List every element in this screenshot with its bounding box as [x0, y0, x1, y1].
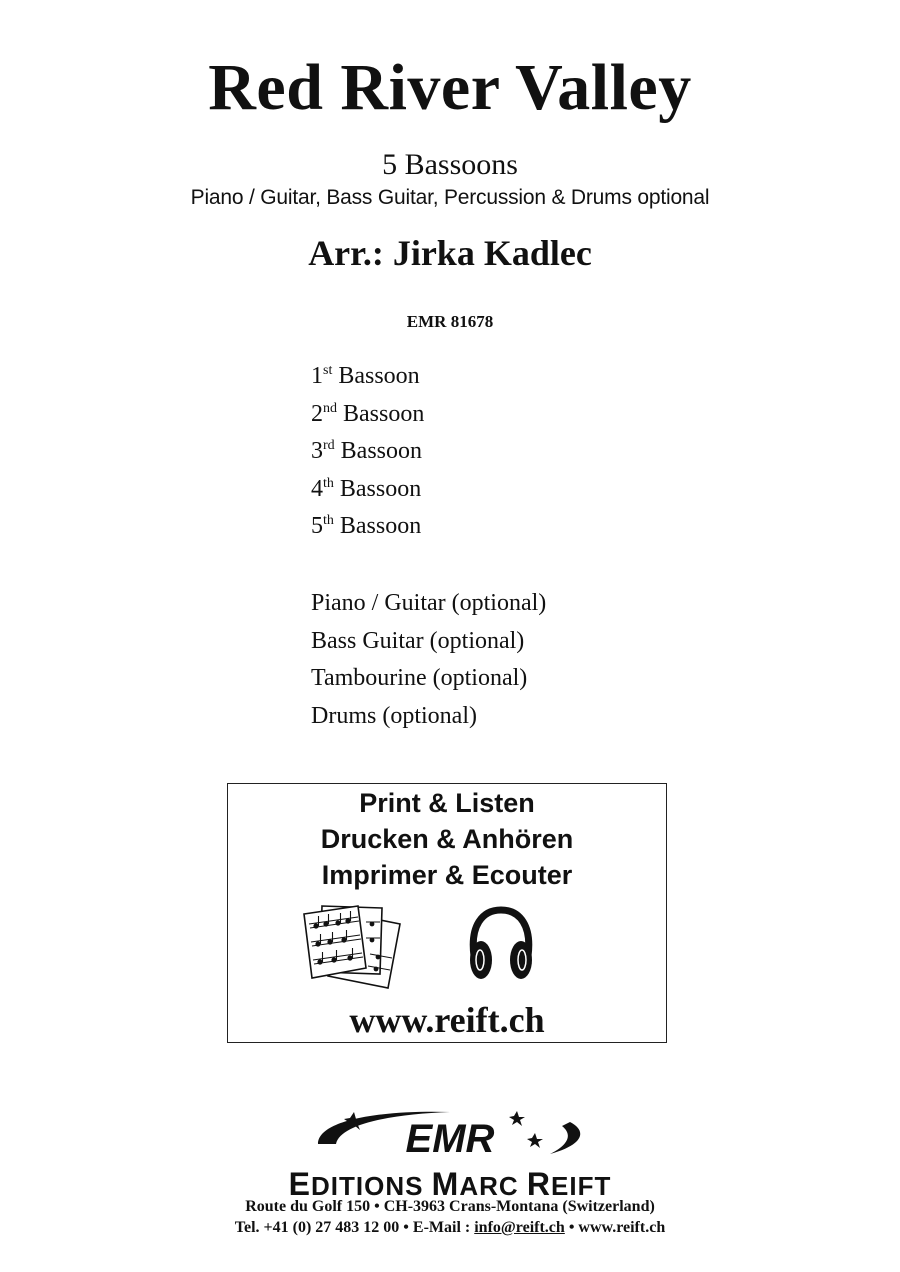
sheet-music-icon — [300, 902, 410, 992]
publisher-contact: Tel. +41 (0) 27 483 12 00 • E-Mail : info@reift.ch • www.reift.ch — [234, 1219, 666, 1236]
optional-part-item: Tambourine (optional) — [311, 665, 528, 692]
optional-part-item: Bass Guitar (optional) — [311, 627, 525, 654]
part-item: 3rd Bassoon — [311, 438, 423, 465]
svg-text:EMR: EMR — [405, 1117, 495, 1161]
headphones-icon — [464, 904, 538, 984]
parts-list — [311, 358, 424, 546]
optional-part-item: Piano / Guitar (optional) — [311, 590, 547, 616]
print-listen-box — [227, 783, 667, 1043]
emr-logo — [300, 1108, 600, 1164]
promo-line-french: Imprimer & Ecouter — [321, 860, 573, 890]
instrumentation-note: Piano / Guitar, Bass Guitar, Percussion & Drums optional — [190, 186, 710, 209]
optional-part-item: Drums (optional) — [311, 702, 477, 729]
publisher-name: EDITIONS MARC REIFT — [288, 1166, 612, 1202]
promo-line-german: Drucken & Anhören — [320, 824, 574, 854]
arranger: Arr.: Jirka Kadlec — [308, 233, 592, 273]
part-item: 5th Bassoon — [311, 513, 422, 540]
part-item: 4th Bassoon — [311, 475, 422, 502]
part-item: 2nd Bassoon — [311, 400, 425, 427]
subtitle: 5 Bassoons — [382, 148, 518, 181]
publisher-address: Route du Golf 150 • CH-3963 Crans-Montana (Switzerland) — [245, 1198, 655, 1215]
email-link[interactable]: info@reift.ch — [474, 1219, 565, 1236]
catalog-number: EMR 81678 — [406, 312, 494, 331]
optional-parts-list — [311, 585, 546, 735]
page-title: Red River Valley — [208, 51, 692, 124]
promo-website[interactable]: www.reift.ch — [349, 1000, 545, 1040]
promo-line-english: Print & Listen — [359, 788, 535, 818]
part-item: 1st Bassoon — [311, 363, 420, 389]
